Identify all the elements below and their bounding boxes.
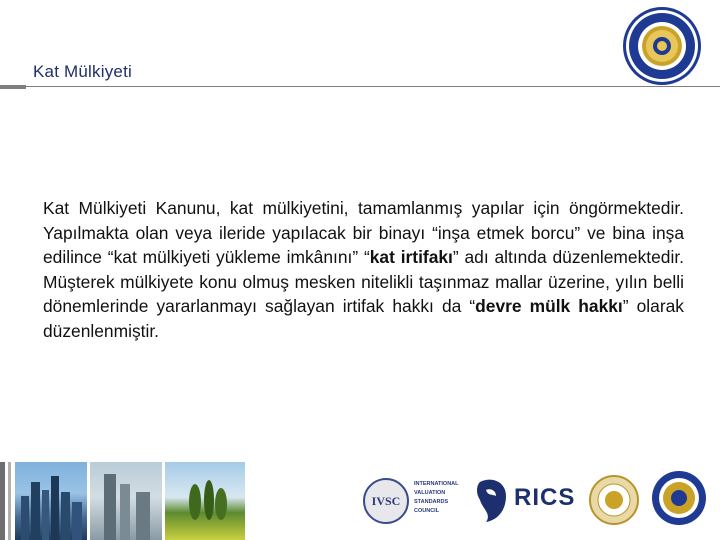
body-bold-kat-irtifaki: kat irtifakı (369, 247, 453, 268)
ivsc-line: STANDARDS (414, 499, 449, 505)
footer-photo-towers (90, 462, 162, 540)
title-rule (26, 86, 720, 87)
footer-logos (360, 462, 720, 540)
university-seal-icon (621, 5, 703, 87)
slide-title: Kat Mülkiyeti (33, 62, 132, 81)
ivsc-line: VALUATION (414, 490, 446, 496)
ivsc-line: INTERNATIONAL (414, 481, 459, 487)
title-rule-marker (0, 85, 26, 89)
body-paragraph (43, 196, 684, 344)
seal-gold-icon (588, 464, 640, 536)
body-bold-devre-mulk: devre mülk hakkı (475, 296, 623, 317)
footer-bar-dark (0, 462, 5, 540)
ivsc-logo: IVSC (363, 478, 409, 524)
rics-logo: RICS (514, 484, 576, 511)
body-text-part1: Kat Mülkiyeti Kanunu, kat mülkiyetini, tamamlanmış yapılar için öngörmektedir. Yapılmakta olan veya ileride yapılacak bir binayı “inşa etmek borcu” ve bina inşa edilince “kat mülkiyeti yükleme imkânını” “ (43, 198, 684, 268)
ivsc-caption (414, 480, 474, 516)
footer-photo-city (15, 462, 87, 540)
body-text-part2: ” adı altında düzenlemektedir. Müşterek mülkiyete konu olmuş mesken nitelikli taşınmaz mallar üzerine, yılın belli dönemlerinde yararlanmayı sağlayan irtifak hakkı da “ (43, 247, 684, 317)
footer-bar-light (8, 462, 11, 540)
seal-blue-icon (650, 462, 708, 534)
body-text-part3: ” olarak düzenlenmiştir. (43, 296, 684, 341)
ivsc-line: COUNCIL (414, 508, 440, 514)
footer-photo-landscape (165, 462, 245, 540)
rics-lion-icon (472, 476, 512, 526)
